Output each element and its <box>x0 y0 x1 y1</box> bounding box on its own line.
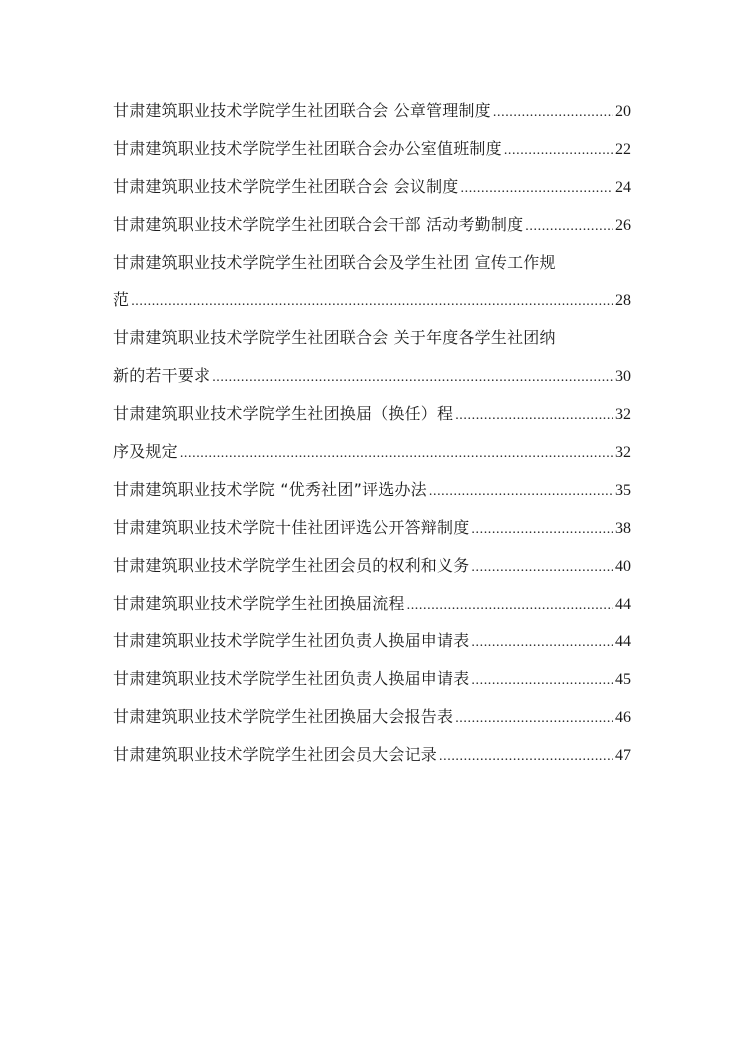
toc-entry-page: 44 <box>615 633 631 651</box>
toc-leader-dots <box>455 698 613 736</box>
toc-leader-dots <box>212 357 613 395</box>
toc-entry[interactable] <box>113 395 631 433</box>
toc-entry[interactable] <box>113 319 631 357</box>
toc-entry[interactable] <box>113 509 631 547</box>
toc-entry[interactable] <box>113 585 631 623</box>
toc-entry-page: 32 <box>615 406 631 424</box>
toc-entry-page: 22 <box>615 140 631 158</box>
toc-entry-page: 40 <box>615 557 631 575</box>
toc-leader-dots <box>525 206 613 244</box>
toc-entry-title: 甘肃建筑职业技术学院学生社团负责人换届申请表 <box>113 631 470 651</box>
toc-entry-title: 序及规定 <box>113 442 178 462</box>
toc-entry-page: 47 <box>615 747 631 765</box>
toc-entry-page: 35 <box>615 481 631 499</box>
toc-entry-title: 甘肃建筑职业技术学院学生社团会员大会记录 <box>113 745 438 765</box>
toc-leader-dots <box>471 660 613 698</box>
toc-entry-title: 甘肃建筑职业技术学院学生社团联合会 关于年度各学生社团纳 <box>113 328 556 348</box>
toc-entry[interactable] <box>113 547 631 585</box>
toc-leader-dots <box>131 281 613 319</box>
toc-entry-title: 甘肃建筑职业技术学院学生社团联合会干部 活动考勤制度 <box>113 214 524 234</box>
toc-entry[interactable] <box>113 698 631 736</box>
toc-entry-title: 甘肃建筑职业技术学院学生社团联合会 会议制度 <box>113 176 459 196</box>
toc-entry-title: 甘肃建筑职业技术学院十佳社团评选公开答辩制度 <box>113 517 470 537</box>
toc-entry[interactable] <box>113 622 631 660</box>
toc-entry-title: 甘肃建筑职业技术学院 “优秀社团”评选办法 <box>113 479 427 499</box>
toc-entry-page: 46 <box>615 709 631 727</box>
toc-entry-title: 甘肃建筑职业技术学院学生社团联合会办公室值班制度 <box>113 138 502 158</box>
toc-entry[interactable] <box>113 660 631 698</box>
toc-entry-title: 甘肃建筑职业技术学院学生社团换届（换任）程 <box>113 404 454 424</box>
toc-leader-dots <box>407 585 613 623</box>
toc-entry[interactable] <box>113 206 631 244</box>
toc-entry-page: 26 <box>615 216 631 234</box>
toc-entry-continuation[interactable] <box>113 357 631 395</box>
toc-entry-title: 甘肃建筑职业技术学院学生社团换届流程 <box>113 593 405 613</box>
toc-entry-page: 32 <box>615 444 631 462</box>
toc-leader-dots <box>439 736 613 774</box>
toc-entry[interactable] <box>113 736 631 774</box>
toc-leader-dots <box>471 509 613 547</box>
toc-entry-page: 20 <box>615 103 631 120</box>
toc-leader-dots <box>429 471 613 509</box>
toc-leader-dots <box>471 547 613 585</box>
table-of-contents <box>113 92 631 774</box>
toc-entry-title: 甘肃建筑职业技术学院学生社团换届大会报告表 <box>113 707 454 727</box>
toc-leader-dots <box>493 92 613 130</box>
toc-entry[interactable] <box>113 471 631 509</box>
toc-entry-page: 28 <box>615 292 631 310</box>
toc-entry-page: 45 <box>615 671 631 689</box>
toc-entry[interactable] <box>113 168 631 206</box>
toc-entry-continuation[interactable] <box>113 281 631 319</box>
toc-entry[interactable] <box>113 92 631 130</box>
toc-leader-dots <box>180 433 613 471</box>
toc-entry-page: 30 <box>615 368 631 386</box>
toc-entry-page: 24 <box>615 178 631 196</box>
toc-entry-title: 甘肃建筑职业技术学院学生社团会员的权利和义务 <box>113 555 470 575</box>
toc-entry-title: 甘肃建筑职业技术学院学生社团联合会及学生社团 宣传工作规 <box>113 252 556 272</box>
toc-entry[interactable] <box>113 433 631 471</box>
toc-entry-title: 甘肃建筑职业技术学院学生社团负责人换届申请表 <box>113 669 470 689</box>
toc-entry[interactable] <box>113 244 631 282</box>
toc-leader-dots <box>461 168 614 206</box>
toc-leader-dots <box>504 130 613 168</box>
toc-entry-page: 44 <box>615 595 631 613</box>
toc-entry-title: 甘肃建筑职业技术学院学生社团联合会 公章管理制度 <box>113 101 491 120</box>
toc-leader-dots <box>455 395 613 433</box>
toc-entry-title: 新的若干要求 <box>113 366 211 386</box>
toc-leader-dots <box>471 622 613 660</box>
toc-entry[interactable] <box>113 130 631 168</box>
toc-entry-page: 38 <box>615 519 631 537</box>
toc-entry-title: 范 <box>113 290 130 310</box>
